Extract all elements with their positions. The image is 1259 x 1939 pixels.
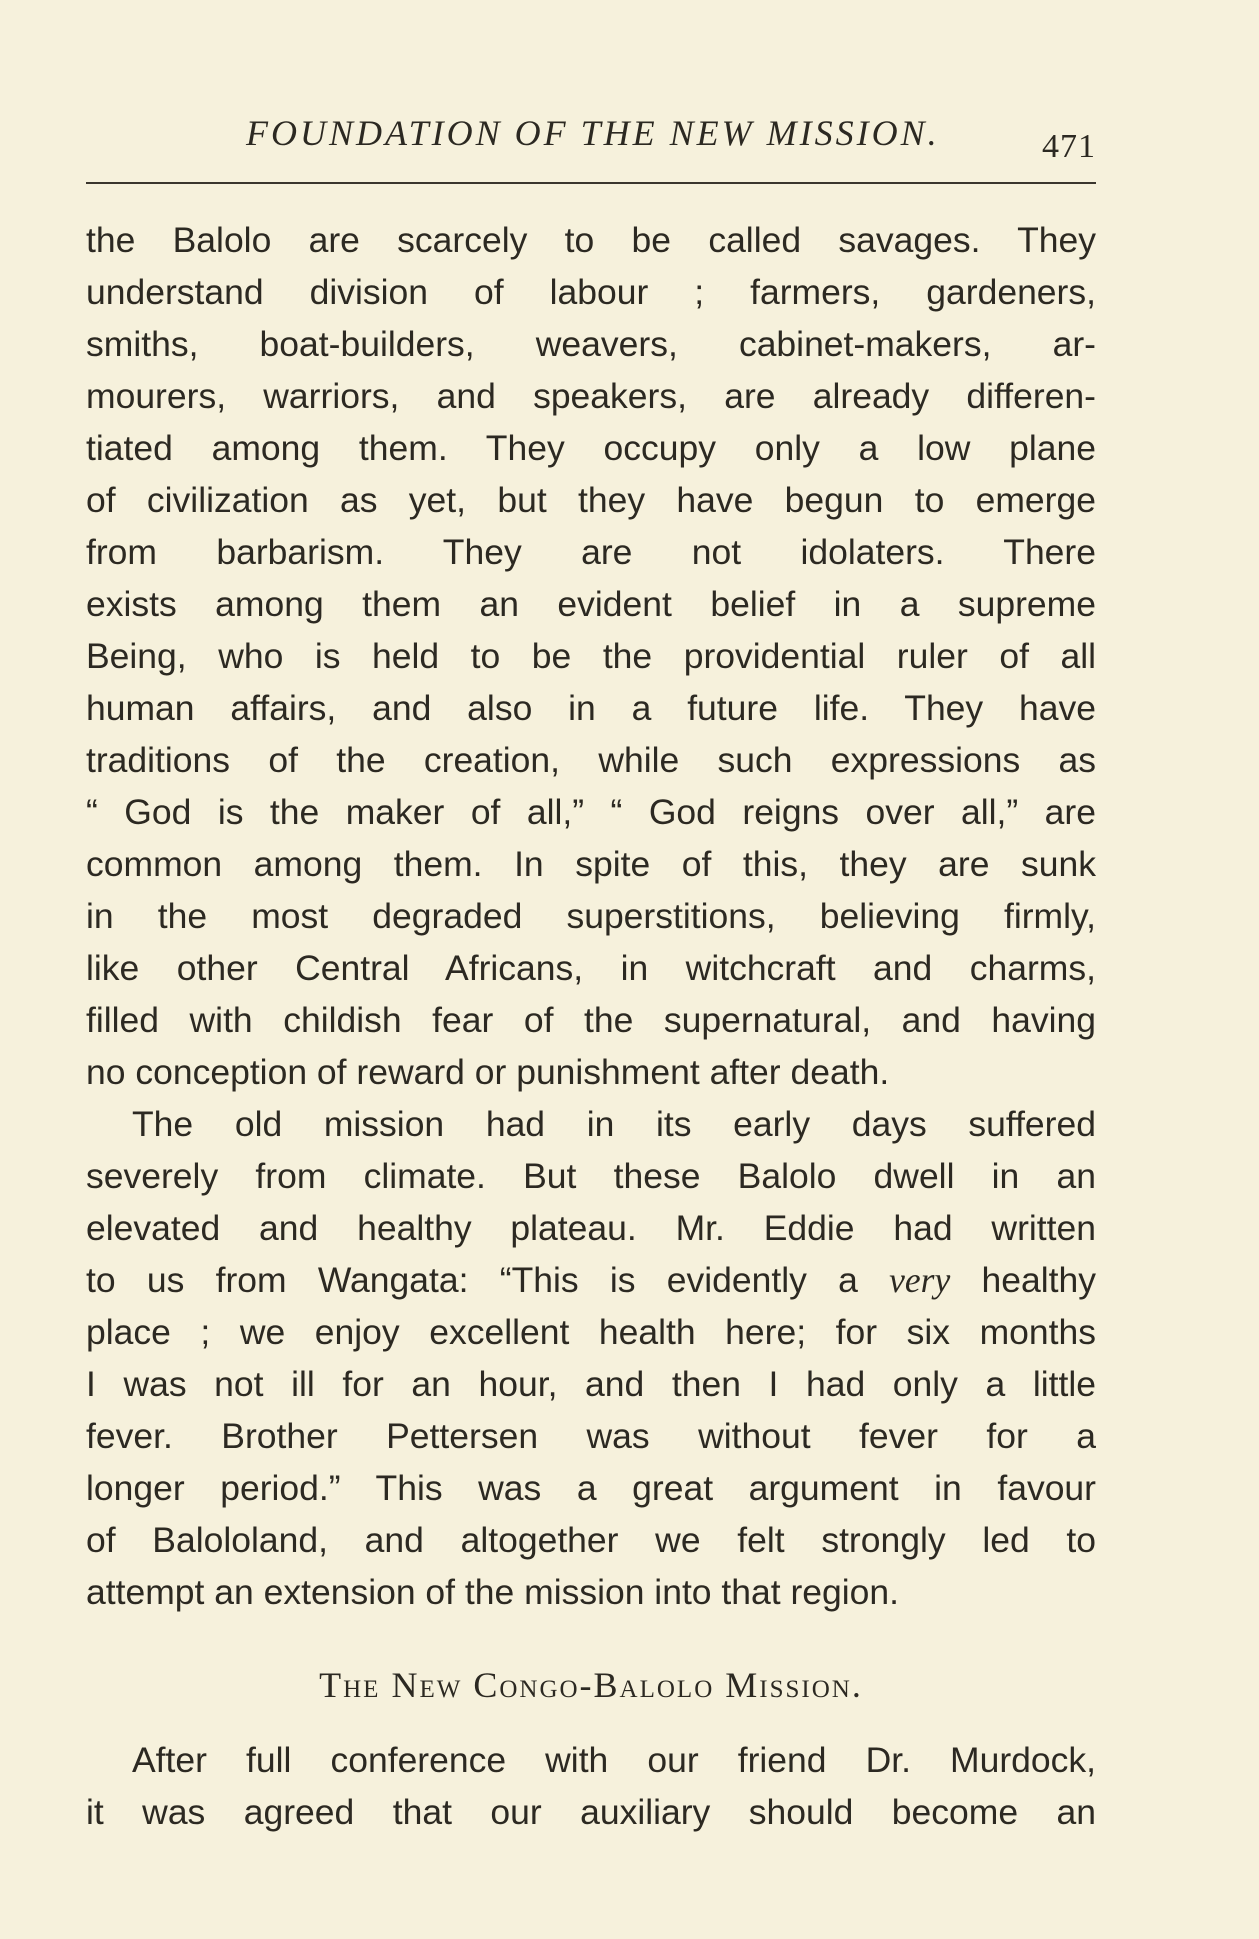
text-line: of Balololand, and altogether we felt strongly led to bbox=[86, 1520, 1096, 1560]
page-number: 471 bbox=[1042, 128, 1096, 165]
text-line: filled with childish fear of the supernatural, and having bbox=[86, 1000, 1096, 1040]
text-line: I was not ill for an hour, and then I had only a little bbox=[86, 1364, 1096, 1404]
main-text bbox=[86, 214, 1096, 1618]
running-head bbox=[86, 112, 1096, 165]
text-line: severely from climate. But these Balolo dwell in an bbox=[86, 1156, 1096, 1196]
text-line: human affairs, and also in a future life. They have bbox=[86, 688, 1096, 728]
text-line: of civilization as yet, but they have begun to emerge bbox=[86, 480, 1096, 520]
text-line: place ; we enjoy excellent health here; for six months bbox=[86, 1312, 1096, 1352]
text-line: longer period.” This was a great argument in favour bbox=[86, 1468, 1096, 1508]
text-line: understand division of labour ; farmers, gardeners, bbox=[86, 272, 1096, 312]
running-title: FOUNDATION OF THE NEW MISSION. bbox=[246, 113, 940, 153]
text-line: attempt an extension of the mission into that region. bbox=[86, 1572, 900, 1612]
text-line: in the most degraded superstitions, believing firmly, bbox=[86, 896, 1096, 936]
paragraph-3 bbox=[86, 1734, 1096, 1838]
text-line: mourers, warriors, and speakers, are already differen- bbox=[86, 376, 1096, 416]
text-line: Being, who is held to be the providential ruler of all bbox=[86, 636, 1096, 676]
text-run: to us from Wangata: “This is evidently a bbox=[86, 1260, 858, 1300]
text-line: traditions of the creation, while such expressions as bbox=[86, 740, 1096, 780]
text-line: exists among them an evident belief in a supreme bbox=[86, 584, 1096, 624]
text-line: smiths, boat-builders, weavers, cabinet-makers, ar- bbox=[86, 324, 1096, 364]
text-line: the Balolo are scarcely to be called savages. They bbox=[86, 220, 1096, 260]
text-line: The old mission had in its early days suffered bbox=[132, 1104, 1096, 1144]
text-line: it was agreed that our auxiliary should become an bbox=[86, 1792, 1096, 1832]
text-line: tiated among them. They occupy only a low plane bbox=[86, 428, 1096, 468]
text-line: fever. Brother Pettersen was without fever for a bbox=[86, 1416, 1096, 1456]
text-line: After full conference with our friend Dr. Murdock, bbox=[132, 1740, 1096, 1780]
text-line: from barbarism. They are not idolaters. There bbox=[86, 532, 1096, 572]
text-line: elevated and healthy plateau. Mr. Eddie had written bbox=[86, 1208, 1096, 1248]
header-rule bbox=[86, 182, 1096, 184]
section-heading: The New Congo-Balolo Mission. bbox=[319, 1665, 863, 1705]
paragraph-2 bbox=[86, 1098, 1096, 1618]
text-line: common among them. In spite of this, they are sunk bbox=[86, 844, 1096, 884]
emphasis-very: very bbox=[889, 1260, 951, 1300]
text-line: like other Central Africans, in witchcraft and charms, bbox=[86, 948, 1096, 988]
text-line-mixed bbox=[86, 1254, 1096, 1306]
paragraph-1 bbox=[86, 214, 1096, 1098]
text-line: no conception of reward or punishment after death. bbox=[86, 1052, 890, 1092]
text-run: healthy bbox=[981, 1260, 1096, 1300]
text-line: “ God is the maker of all,” “ God reigns over all,” are bbox=[86, 792, 1096, 832]
